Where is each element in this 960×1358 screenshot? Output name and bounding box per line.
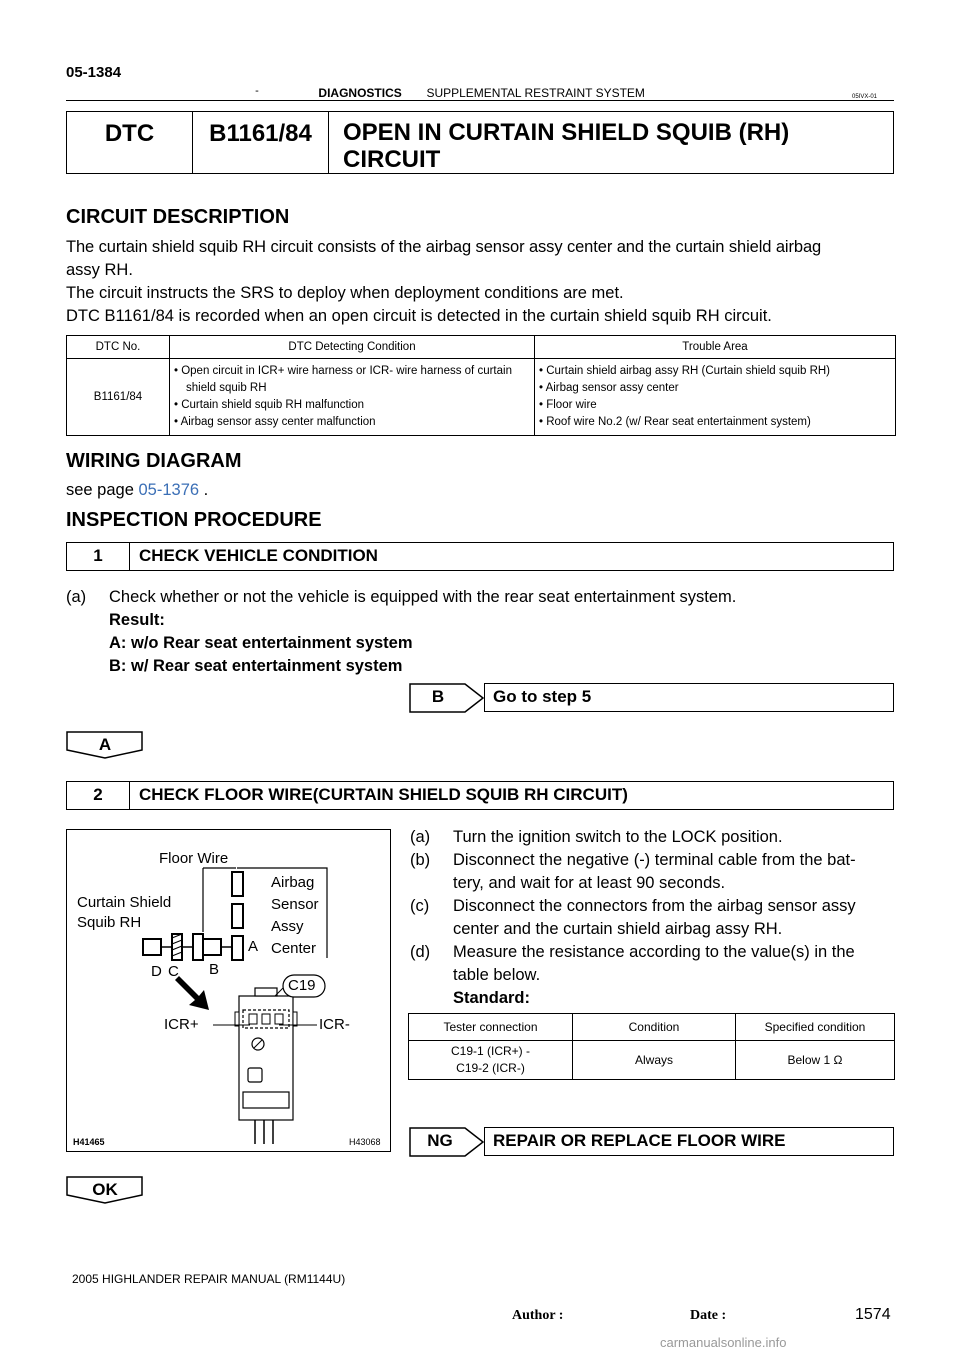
std-table-header: Condition — [573, 1014, 736, 1041]
step-2-list — [410, 826, 900, 1010]
dtc-area-item: • Floor wire — [539, 399, 597, 411]
footer-manual: 2005 HIGHLANDER REPAIR MANUAL (RM1144U) — [72, 1272, 346, 1286]
header-doc-code: 05IVX-01 — [852, 94, 878, 100]
icr-minus-label: ICR- — [319, 1016, 350, 1033]
connector-c-label: C — [168, 963, 179, 980]
title-box — [66, 111, 894, 174]
connector-diagram — [67, 830, 389, 1150]
airbag-sensor-line-4: Center — [271, 940, 317, 957]
title-line-1: OPEN IN CURTAIN SHIELD SQUIB (RH) — [343, 119, 790, 146]
continue-a-label: A — [98, 735, 112, 754]
branch-b-result: Go to step 5 — [484, 683, 894, 712]
page-number: 05-1384 — [66, 64, 122, 81]
step-2-item-label: (a) — [410, 828, 431, 846]
figure-code-left: H41465 — [73, 1137, 105, 1147]
step-1-result-label: Result: — [109, 611, 165, 629]
dtc-table-areas — [535, 359, 896, 436]
std-connection-line-2: C19-2 (ICR-) — [456, 1061, 525, 1075]
branch-ng-label: NG — [427, 1131, 453, 1150]
std-table-connection — [409, 1041, 573, 1080]
dtc-table — [66, 335, 896, 436]
connector-c19-label: C19 — [288, 977, 316, 994]
wiring-page-link[interactable]: 05-1376 — [138, 481, 200, 499]
step-1-item — [109, 586, 899, 678]
step-2-item-text-2: center and the curtain shield airbag assy RH. — [453, 920, 783, 938]
icr-plus-label: ICR+ — [164, 1016, 199, 1033]
dtc-area-item: • Roof wire No.2 (w/ Rear seat entertainment system) — [539, 416, 811, 428]
circuit-description-p2: The circuit instructs the SRS to deploy when deployment conditions are met. — [66, 284, 624, 302]
dtc-table-code: B1161/84 — [67, 359, 170, 436]
std-table-spec: Below 1 Ω — [736, 1041, 895, 1080]
curtain-shield-line-1: Curtain Shield — [77, 894, 172, 911]
branch-ng-result: REPAIR OR REPLACE FLOOR WIRE — [484, 1127, 894, 1156]
step-2-item — [410, 849, 900, 895]
step-2-number: 2 — [67, 782, 130, 809]
wiring-see-page: see page — [66, 481, 134, 499]
dtc-condition-item: • Open circuit in ICR+ wire harness or ICR- wire harness of curtain shield squib RH — [174, 365, 512, 394]
circuit-description-p1: The curtain shield squib RH circuit consists of the airbag sensor assy center and the curtain shield airbag — [66, 238, 822, 256]
step-2-item-label: (b) — [410, 851, 431, 869]
step-1-number: 1 — [67, 543, 130, 570]
header-subcategory: SUPPLEMENTAL RESTRAINT SYSTEM — [426, 86, 645, 100]
wiring-text — [66, 479, 896, 502]
header-category: - DIAGNOSTICS SUPPLEMENTAL RESTRAINT SYSTEM — [255, 85, 645, 100]
std-table-header: Specified condition — [736, 1014, 895, 1041]
step-2-standard — [410, 987, 900, 1010]
std-table-header: Tester connection — [409, 1014, 573, 1041]
inspection-heading: INSPECTION PROCEDURE — [66, 509, 322, 531]
airbag-sensor-line-2: Sensor — [271, 896, 319, 913]
step-2-item-text: Disconnect the connectors from the airbag sensor assy — [453, 897, 856, 915]
connector-d-label: D — [151, 963, 162, 980]
connector-figure — [66, 829, 391, 1152]
connector-b-label: B — [209, 961, 220, 978]
airbag-sensor-label — [271, 872, 319, 960]
circuit-description-heading: CIRCUIT DESCRIPTION — [66, 206, 290, 228]
dtc-area-item: • Curtain shield airbag assy RH (Curtain shield squib RH) — [539, 365, 831, 377]
step-2-item — [410, 941, 900, 987]
step-2-item-label: (c) — [410, 897, 430, 915]
airbag-sensor-line-3: Assy — [271, 918, 304, 935]
dtc-table-header: Trouble Area — [535, 336, 896, 359]
step-1-box — [66, 542, 894, 571]
curtain-shield-line-2: Squib RH — [77, 914, 142, 931]
step-1-result-a: A: w/o Rear seat entertainment system — [109, 634, 413, 652]
header-rule — [66, 100, 894, 101]
dtc-table-conditions — [170, 359, 535, 436]
title-dtc-label: DTC — [67, 112, 193, 173]
circuit-description-p1b: assy RH. — [66, 261, 133, 279]
step-2-item — [410, 826, 900, 849]
wiring-heading: WIRING DIAGRAM — [66, 450, 242, 472]
dtc-table-header: DTC No. — [67, 336, 170, 359]
step-2-item — [410, 895, 900, 941]
curtain-shield-label — [77, 893, 171, 933]
footer-page-number: 1574 — [855, 1306, 891, 1323]
step-2-standard-label: Standard: — [453, 989, 531, 1007]
circuit-description-text — [66, 236, 896, 328]
connector-a-label: A — [248, 938, 259, 955]
step-2-title: CHECK FLOOR WIRE(CURTAIN SHIELD SQUIB RH CIRCUIT) — [139, 785, 628, 804]
watermark: carmanualsonline.info — [660, 1335, 787, 1350]
dtc-table-header: DTC Detecting Condition — [170, 336, 535, 359]
step-2-box — [66, 781, 894, 810]
step-2-item-text-2: tery, and wait for at least 90 seconds. — [453, 874, 726, 892]
step-2-item-text: Turn the ignition switch to the LOCK position. — [453, 828, 783, 846]
step-1-result-b: B: w/ Rear seat entertainment system — [109, 657, 403, 675]
step-2-item-text: Disconnect the negative (-) terminal cable from the bat- — [453, 851, 856, 869]
step-1-title: CHECK VEHICLE CONDITION — [139, 546, 378, 565]
step-2-item-label: (d) — [410, 943, 431, 961]
standard-table — [408, 1013, 895, 1080]
step-2-item-text: Measure the resistance according to the value(s) in the — [453, 943, 855, 961]
footer-author: Author : — [512, 1308, 564, 1323]
header-category-label: DIAGNOSTICS — [318, 86, 402, 100]
dtc-area-item: • Airbag sensor assy center — [539, 382, 679, 394]
wiring-period: . — [203, 481, 209, 499]
step-1-item-label: (a) — [66, 588, 87, 606]
std-connection-line-1: C19-1 (ICR+) - — [450, 1044, 530, 1058]
branch-b-label: B — [431, 687, 445, 706]
continue-ok-label: OK — [92, 1180, 118, 1199]
footer-date: Date : — [690, 1308, 727, 1323]
circuit-description-p3: DTC B1161/84 is recorded when an open circuit is detected in the curtain shield squib RH circuit. — [66, 307, 772, 325]
floor-wire-label: Floor Wire — [159, 850, 229, 867]
title-dtc-code: B1161/84 — [193, 112, 329, 173]
step-2-item-text-2: table below. — [453, 966, 541, 984]
figure-code-right: H43068 — [349, 1137, 381, 1147]
std-table-condition: Always — [573, 1041, 736, 1080]
airbag-sensor-line-1: Airbag — [271, 874, 315, 891]
dtc-condition-item: • Airbag sensor assy center malfunction — [174, 416, 376, 428]
dtc-condition-item: • Curtain shield squib RH malfunction — [174, 399, 365, 411]
title-text — [343, 119, 789, 173]
step-1-item-text: Check whether or not the vehicle is equipped with the rear seat entertainment system. — [109, 588, 737, 606]
title-line-2: CIRCUIT — [343, 146, 441, 173]
